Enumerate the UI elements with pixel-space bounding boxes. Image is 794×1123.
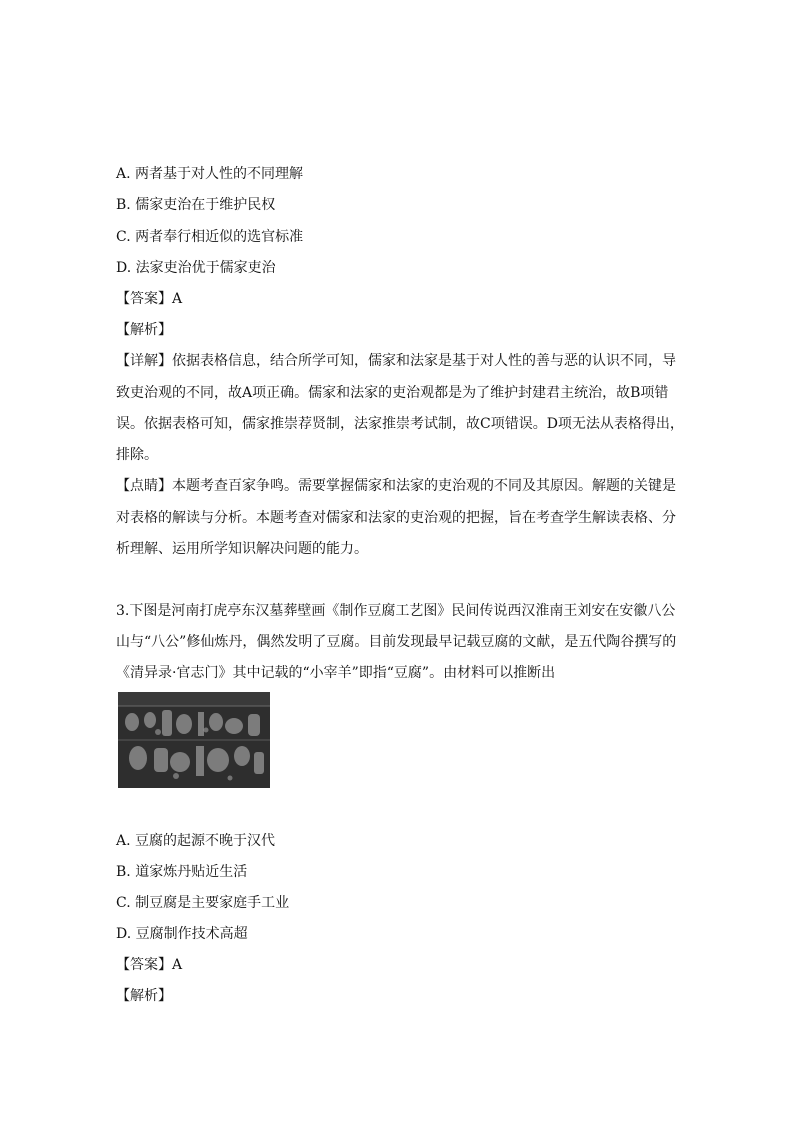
q2-tip-line: 【点睛】本题考查百家争鸣。需要掌握儒家和法家的吏治观的不同及其原因。解题的关键是 (116, 478, 676, 494)
q2-detail-line: 误。依据表格可知，儒家推崇荐贤制，法家推崇考试制，故C项错误。D项无法从表格得出， (116, 416, 684, 432)
q3-option-d: D. 豆腐制作技术高超 (116, 926, 248, 942)
q3-answer: 【答案】A (116, 957, 183, 973)
q2-option-a: A. 两者基于对人性的不同理解 (116, 166, 304, 182)
q3-option-b: B. 道家炼丹贴近生活 (116, 864, 248, 880)
q3-option-a: A. 豆腐的起源不晚于汉代 (116, 833, 276, 849)
q2-option-c: C. 两者奉行相近似的选官标准 (116, 229, 304, 245)
q2-option-d: D. 法家吏治优于儒家吏治 (116, 260, 276, 276)
q2-detail-line: 排除。 (116, 447, 158, 463)
mural-picture (118, 692, 270, 788)
q3-stem-line: 3.下图是河南打虎亭东汉墓葬壁画《制作豆腐工艺图》民间传说西汉淮南王刘安在安徽八公 (116, 603, 676, 619)
q3-stem-line: 山与“八公”修仙炼丹，偶然发明了豆腐。目前发现最早记载豆腐的文献，是五代陶谷撰写的 (116, 634, 677, 650)
q2-option-b: B. 儒家吏治在于维护民权 (116, 197, 276, 213)
q3-stem-line: 《清异录·官志门》其中记载的“小宰羊”即指“豆腐”。由材料可以推断出 (116, 665, 556, 681)
q2-detail-line: 致吏治观的不同，故A项正确。儒家和法家的吏治观都是为了维护封建君主统治，故B项错 (116, 385, 669, 401)
q2-answer: 【答案】A (116, 291, 183, 307)
mural-image (118, 692, 270, 788)
q3-option-c: C. 制豆腐是主要家庭手工业 (116, 895, 290, 911)
q2-tip-line: 析理解、运用所学知识解决问题的能力。 (116, 541, 368, 557)
q2-tip-line: 对表格的解读与分析。本题考查对儒家和法家的吏治观的把握，旨在考查学生解读表格、分 (116, 510, 676, 526)
q2-analysis-label: 【解析】 (116, 322, 172, 338)
q2-detail-line: 【详解】依据表格信息，结合所学可知，儒家和法家是基于对人性的善与恶的认识不同，导 (116, 353, 676, 369)
q3-analysis-label: 【解析】 (116, 988, 172, 1004)
